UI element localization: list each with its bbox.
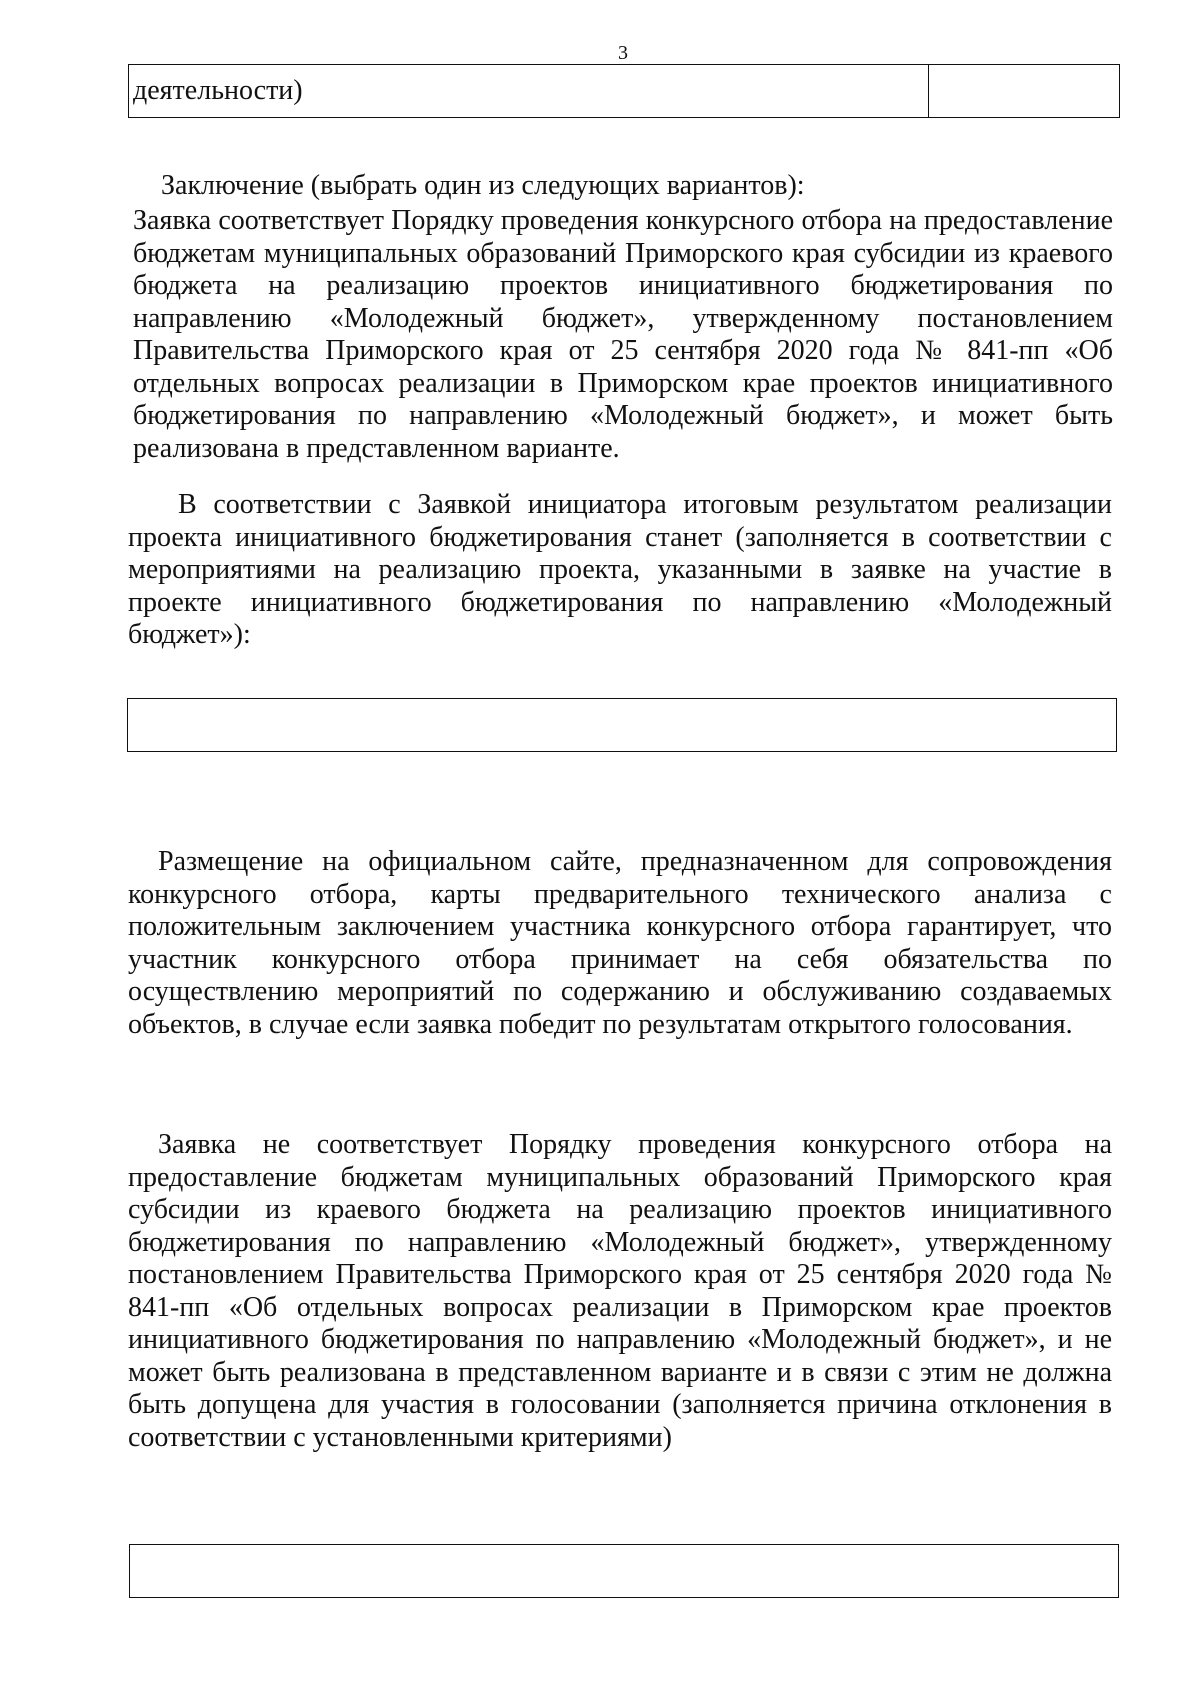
result-description: В соответствии с Заявкой инициатора итоговым результатом реализации проекта инициативного бюджетирования станет (заполняется в соответствии с мероприятиями на реализацию проекта, указанными в заявке на участие в проекте инициативного бюджетирования по направлению «Молодежный бюджет»):: [128, 489, 1112, 650]
conclusion-heading: Заключение (выбрать один из следующих вариантов):: [161, 170, 805, 201]
top-table-right-cell: [929, 65, 1119, 117]
conclusion-option-approved: Заявка соответствует Порядку проведения конкурсного отбора на предоставление бюджетам муниципальных образований Приморского края субсидии из краевого бюджета на реализацию проектов инициативного бюджетирования по направлению «Молодежный бюджет», утвержденному постановлением Правительства Приморского края от 25 сентября 2020 года № 841-пп «Об отдельных вопросах реализации в Приморском крае проектов инициативного бюджетирования по направлению «Молодежный бюджет», и может быть реализована в представленном варианте.: [133, 205, 1113, 464]
top-table-left-cell: деятельности): [129, 65, 929, 117]
publication-guarantee-text: Размещение на официальном сайте, предназначенном для сопровождения конкурсного отбора, карты предварительного технического анализа с положительным заключением участника конкурсного отбора гарантирует, что участник конкурсного отбора принимает на себя обязательства по осуществлению мероприятий по содержанию и обслуживанию создаваемых объектов, в случае если заявка победит по результатам открытого голосования.: [128, 846, 1112, 1040]
result-input-box[interactable]: [127, 698, 1117, 752]
rejection-reason-box[interactable]: [129, 1544, 1119, 1598]
page-number: 3: [618, 42, 628, 64]
top-table: [128, 64, 1120, 118]
conclusion-option-rejected: Заявка не соответствует Порядку проведения конкурсного отбора на предоставление бюджетам муниципальных образований Приморского края субсидии из краевого бюджета на реализацию проектов инициативного бюджетирования по направлению «Молодежный бюджет», утвержденному постановлением Правительства Приморского края от 25 сентября 2020 года № 841-пп «Об отдельных вопросах реализации в Приморском крае проектов инициативного бюджетирования по направлению «Молодежный бюджет», и не может быть реализована в представленном варианте и в связи с этим не должна быть допущена для участия в голосовании (заполняется причина отклонения в соответствии с установленными критериями): [128, 1129, 1112, 1453]
